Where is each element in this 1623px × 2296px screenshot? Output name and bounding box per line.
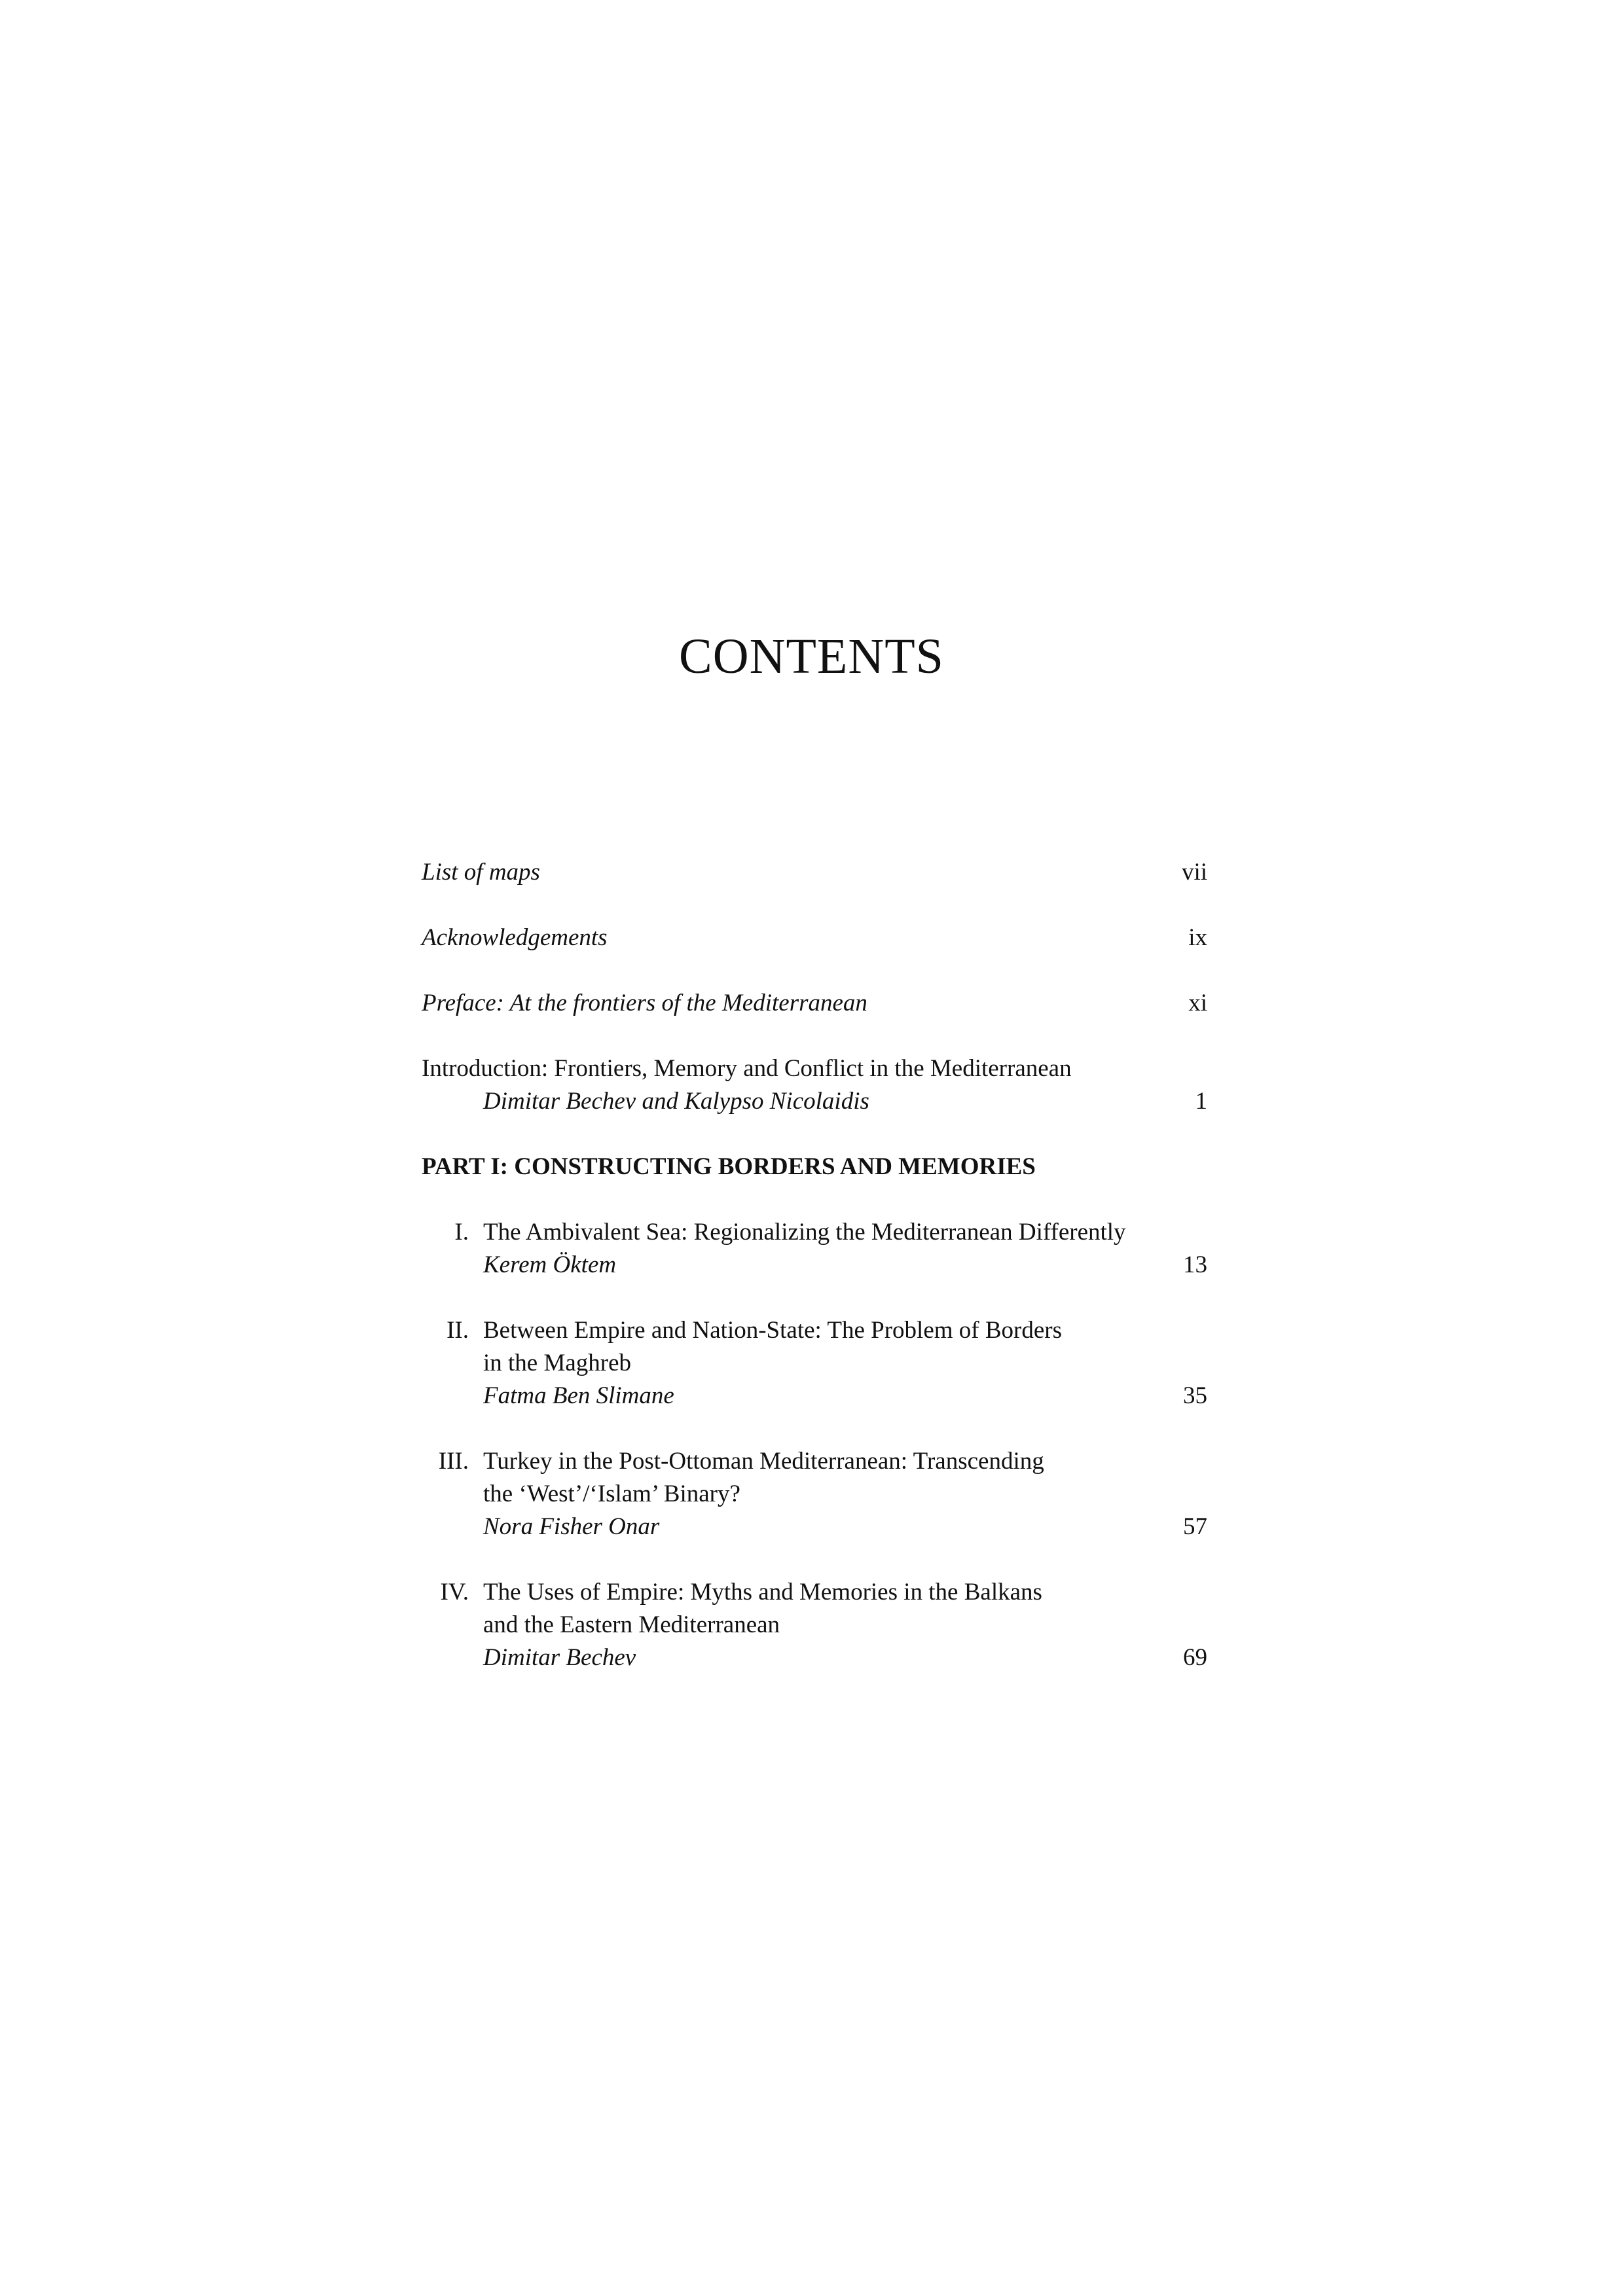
chapter-title-continued: and the Eastern Mediterranean <box>483 1611 780 1638</box>
chapter-author: Nora Fisher Onar <box>483 1513 660 1540</box>
toc-entry-chapter-2-author-line <box>422 1380 1207 1412</box>
page-title: CONTENTS <box>679 629 944 684</box>
toc-entry-chapter-3-title-cont <box>422 1478 1207 1511</box>
toc-entry-chapter-4-author-line <box>422 1641 1207 1674</box>
toc-entry-chapter-4[interactable] <box>422 1576 1207 1609</box>
chapter-number: II. <box>447 1317 469 1344</box>
chapter-author: Fatma Ben Slimane <box>483 1382 674 1409</box>
toc-entry-chapter-4-title-cont <box>422 1609 1207 1641</box>
chapter-title: Turkey in the Post-Ottoman Mediterranean: Transcending <box>483 1448 1044 1475</box>
toc-entry-page: ix <box>1188 924 1207 951</box>
chapter-number: IV. <box>440 1579 469 1605</box>
chapter-number: I. <box>454 1219 469 1246</box>
toc-entry-page: 57 <box>1183 1513 1207 1540</box>
toc-entry-introduction-authors-line <box>422 1085 1207 1118</box>
toc-entry-page: 13 <box>1183 1251 1207 1278</box>
toc-entry-preface[interactable] <box>422 987 1207 1020</box>
part-heading: PART I: CONSTRUCTING BORDERS AND MEMORIES <box>422 1153 1036 1180</box>
toc-entry-authors: Dimitar Bechev and Kalypso Nicolaidis <box>483 1088 869 1115</box>
toc-entry-page: 69 <box>1183 1644 1207 1671</box>
toc-entry-chapter-3-author-line <box>422 1511 1207 1543</box>
chapter-title: Between Empire and Nation-State: The Problem of Borders <box>483 1317 1063 1344</box>
toc-entry-title: Acknowledgements <box>422 924 608 951</box>
toc-entry-page: vii <box>1181 859 1207 886</box>
chapter-title-continued: the ‘West’/‘Islam’ Binary? <box>483 1480 740 1507</box>
toc-entry-chapter-2-title-cont <box>422 1347 1207 1380</box>
chapter-title: The Ambivalent Sea: Regionalizing the Mediterranean Differently <box>483 1219 1126 1246</box>
toc-entry-introduction[interactable] <box>422 1052 1207 1085</box>
toc-entry-chapter-2[interactable] <box>422 1314 1207 1347</box>
toc-entry-chapter-1-author-line <box>422 1249 1207 1282</box>
toc-entry-page: 1 <box>1195 1088 1207 1115</box>
chapter-title-continued: in the Maghreb <box>483 1350 632 1376</box>
toc-entry-title: List of maps <box>422 859 540 886</box>
chapter-title: The Uses of Empire: Myths and Memories in the Balkans <box>483 1579 1042 1605</box>
chapter-author: Kerem Öktem <box>483 1251 617 1278</box>
chapter-number: III. <box>438 1448 469 1475</box>
toc-entry-page: 35 <box>1183 1382 1207 1409</box>
toc-entry-list-of-maps[interactable] <box>422 856 1207 889</box>
toc-entry-chapter-1[interactable] <box>422 1216 1207 1249</box>
chapter-author: Dimitar Bechev <box>483 1644 636 1671</box>
toc-entry-title: Preface: At the frontiers of the Mediterranean <box>422 990 867 1016</box>
toc-entry-title: Introduction: Frontiers, Memory and Conflict in the Mediterranean <box>422 1055 1072 1082</box>
toc-entry-chapter-3[interactable] <box>422 1445 1207 1478</box>
toc-entry-page: xi <box>1188 990 1207 1016</box>
toc-entry-acknowledgements[interactable] <box>422 922 1207 954</box>
